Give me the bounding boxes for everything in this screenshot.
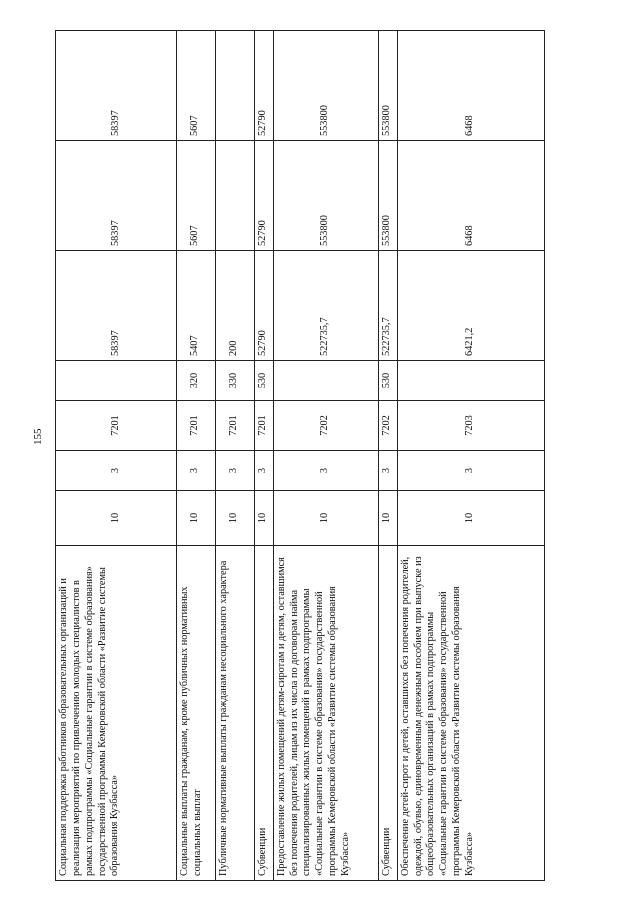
amount-year-2: 5607	[176, 141, 215, 251]
amount-year-3: 58397	[56, 31, 177, 141]
amount-year-3: 52790	[254, 31, 273, 141]
subsection-code: 3	[215, 451, 254, 491]
section-code: 10	[176, 491, 215, 546]
section-code: 10	[56, 491, 177, 546]
target-article-code: 7201	[254, 401, 273, 451]
amount-year-3: 553800	[273, 31, 378, 141]
expense-type-code: 330	[215, 361, 254, 401]
section-code: 10	[273, 491, 378, 546]
section-code: 10	[378, 491, 397, 546]
amount-year-2: 553800	[273, 141, 378, 251]
amount-year-1: 6421,2	[397, 251, 544, 361]
subsection-code: 3	[397, 451, 544, 491]
row-name: Субвенции	[254, 546, 273, 881]
amount-year-1: 5407	[176, 251, 215, 361]
section-code: 10	[254, 491, 273, 546]
amount-year-3	[215, 31, 254, 141]
amount-year-3: 6468	[397, 31, 544, 141]
table-row	[176, 31, 215, 881]
table-row	[378, 31, 397, 881]
row-name: Обеспечение детей-сирот и детей, оставшихся без попечения родителей, одеждой, обувью, единовременным денежным пособием при выпуске из общеобразовательных организаций в рамках подпрограммы «Социальные гарантии в системе образования» государственной программы Кемеровской области «Развитие системы образования Кузбасса»	[397, 546, 544, 881]
amount-year-2: 6468	[397, 141, 544, 251]
expense-type-code: 530	[254, 361, 273, 401]
amount-year-3: 553800	[378, 31, 397, 141]
expense-type-code	[273, 361, 378, 401]
expense-type-code	[56, 361, 177, 401]
amount-year-3: 5607	[176, 31, 215, 141]
subsection-code: 3	[273, 451, 378, 491]
row-name: Публичные нормативные выплаты гражданам несоциального характера	[215, 546, 254, 881]
table-row	[397, 31, 544, 881]
target-article-code: 7203	[397, 401, 544, 451]
amount-year-2: 553800	[378, 141, 397, 251]
budget-table-wrapper	[55, 31, 545, 881]
budget-table	[55, 30, 545, 881]
amount-year-2: 52790	[254, 141, 273, 251]
expense-type-code	[397, 361, 544, 401]
amount-year-1: 52790	[254, 251, 273, 361]
subsection-code: 3	[56, 451, 177, 491]
table-row	[273, 31, 378, 881]
row-name: Социальные выплаты гражданам, кроме публичных нормативных социальных выплат	[176, 546, 215, 881]
target-article-code: 7202	[273, 401, 378, 451]
table-row	[215, 31, 254, 881]
target-article-code: 7201	[176, 401, 215, 451]
target-article-code: 7202	[378, 401, 397, 451]
amount-year-2: 58397	[56, 141, 177, 251]
row-name: Предоставление жилых помещений детям-сиротам и детям, оставшимся без попечения родителей, лицам из их числа по договорам найма специализированных жилых помещений в рамках подпрограммы «Социальные гарантии в системе образования» государственной программы Кемеровской области «Развитие системы образования Кузбасса»	[273, 546, 378, 881]
amount-year-1: 58397	[56, 251, 177, 361]
table-row	[56, 31, 177, 881]
subsection-code: 3	[254, 451, 273, 491]
row-name: Социальная поддержка работников образовательных организаций и реализация мероприятий по привлечению молодых специалистов в рамках подпрограммы «Социальные гарантии в системе образования» государственной программы Кемеровской области «Развитие системы образования Кузбасса»	[56, 546, 177, 881]
table-row	[254, 31, 273, 881]
target-article-code: 7201	[56, 401, 177, 451]
section-code: 10	[215, 491, 254, 546]
amount-year-1: 522735,7	[273, 251, 378, 361]
section-code: 10	[397, 491, 544, 546]
target-article-code: 7201	[215, 401, 254, 451]
expense-type-code: 530	[378, 361, 397, 401]
subsection-code: 3	[378, 451, 397, 491]
page-number: 155	[32, 428, 44, 445]
expense-type-code: 320	[176, 361, 215, 401]
amount-year-1: 522735,7	[378, 251, 397, 361]
subsection-code: 3	[176, 451, 215, 491]
amount-year-1: 200	[215, 251, 254, 361]
row-name: Субвенции	[378, 546, 397, 881]
amount-year-2	[215, 141, 254, 251]
